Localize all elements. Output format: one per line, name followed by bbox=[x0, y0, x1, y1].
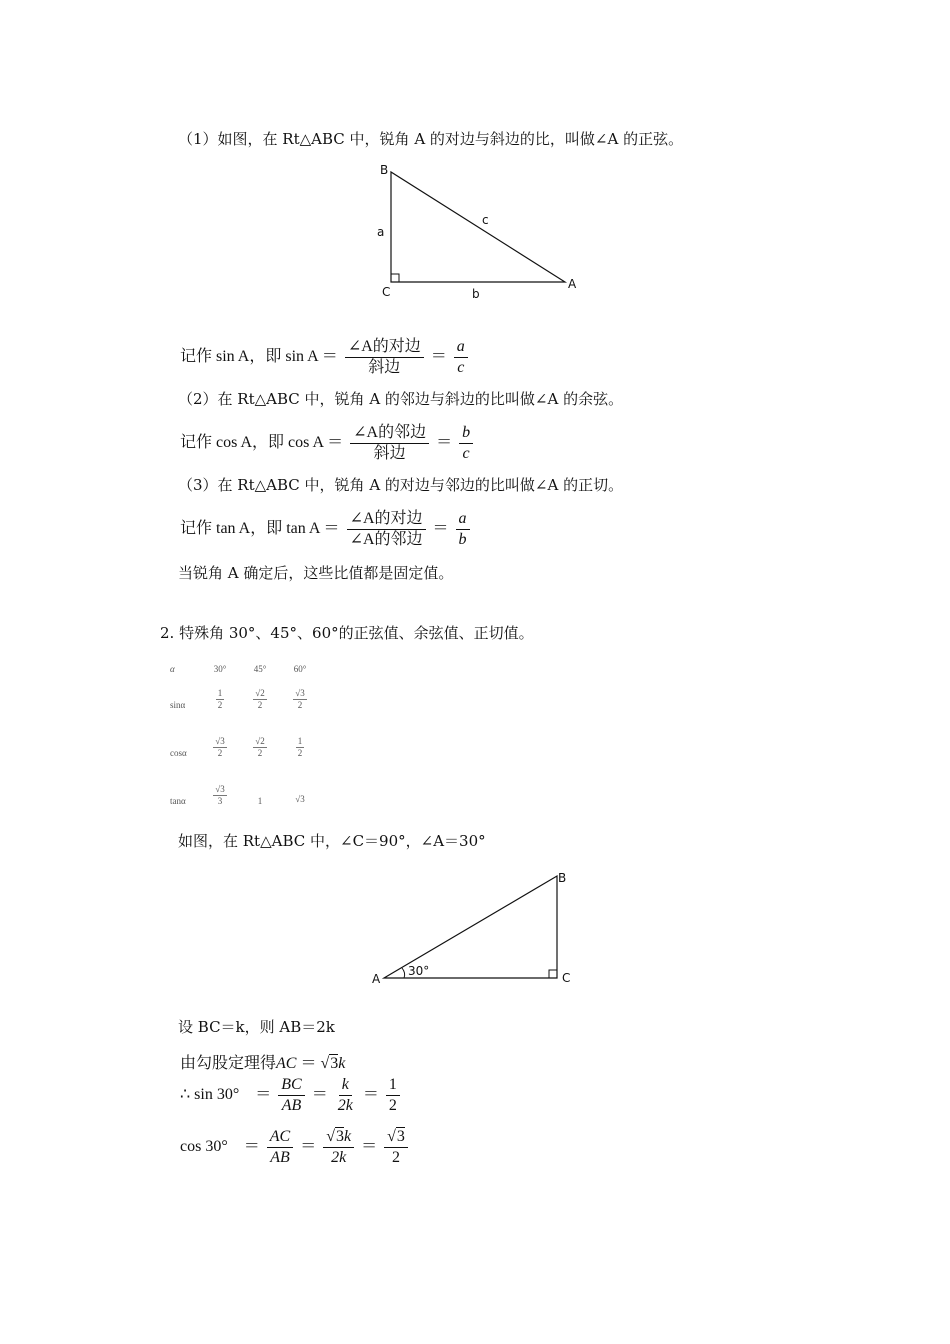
sine-formula-eq: ＝ bbox=[430, 347, 447, 365]
cosine-formula-prefix: 记作 cos A，即 cos A ＝ bbox=[180, 433, 344, 451]
pythag-k: k bbox=[338, 1055, 346, 1072]
vertex-a-label: A bbox=[568, 277, 577, 291]
sin30-f2-den: 2k bbox=[337, 1096, 353, 1114]
cos30-f2-den: 2k bbox=[331, 1148, 347, 1166]
cos30-f2-num: √3k bbox=[323, 1128, 354, 1148]
angle-30-label: 30° bbox=[408, 964, 430, 978]
cos30-f3-num: √3 bbox=[384, 1128, 408, 1148]
triangle-shape bbox=[391, 172, 565, 282]
sin30-f1-num: BC bbox=[278, 1076, 304, 1096]
sin30-f1-den: AB bbox=[281, 1096, 302, 1114]
sine-ratio-numerator: a bbox=[454, 338, 468, 358]
cos30-f1-den: AB bbox=[270, 1148, 290, 1166]
sin30-f2-num: k bbox=[339, 1076, 352, 1096]
cosine-ratio-numerator: b bbox=[459, 424, 473, 444]
cos30-calculation: cos 30° ＝ $\frac{AC}{AB}$ ＝ $\frac{√3k}{2k}$ ＝ $\frac{√3}{2}$ bbox=[180, 1128, 411, 1166]
table-sin-30: $\frac{1}{2}$ bbox=[217, 688, 223, 710]
pythag-prefix: 由勾股定理得 bbox=[180, 1055, 277, 1072]
tangent-ratio-denominator: b bbox=[458, 530, 467, 548]
special-angles-table bbox=[170, 660, 330, 825]
triangle-shape-2 bbox=[384, 876, 557, 978]
cos30-f1-num: AC bbox=[267, 1128, 293, 1148]
sin30-f3-num: 1 bbox=[386, 1076, 400, 1096]
table-header-alpha: α bbox=[170, 664, 175, 674]
table-header-60: 60° bbox=[293, 664, 307, 674]
conclusion-text: 当锐角 A 确定后，这些比值都是固定值。 bbox=[178, 564, 454, 582]
table-row-sin-label: sinα bbox=[170, 700, 186, 710]
tangent-formula-denominator: ∠A的邻边 bbox=[349, 530, 423, 548]
let-bc-text: 设 BC＝k，则 AB＝2k bbox=[178, 1018, 335, 1036]
table-cos-45: $\frac{√2}{2}$ bbox=[255, 736, 265, 758]
example-intro-text: 如图，在 Rt△ABC 中，∠C＝90°，∠A＝30° bbox=[178, 832, 486, 850]
cosine-formula-numerator: ∠A的邻边 bbox=[350, 424, 429, 444]
sine-formula-denominator: 斜边 bbox=[368, 358, 401, 376]
side-b-label: b bbox=[472, 287, 480, 301]
sin30-f3-den: 2 bbox=[388, 1096, 397, 1114]
sine-formula-prefix: 记作 sin A，即 sin A ＝ bbox=[180, 347, 338, 365]
definition-tangent-text: （3）在 Rt△ABC 中，锐角 A 的对边与邻边的比叫做∠A 的正切。 bbox=[178, 476, 624, 494]
tangent-ratio-numerator: a bbox=[456, 510, 470, 530]
table-row-cos-label: cosα bbox=[170, 748, 187, 758]
vertex-b-label-2: B bbox=[558, 871, 567, 885]
cosine-formula-denominator: 斜边 bbox=[373, 444, 406, 462]
pythagorean-line bbox=[180, 1050, 345, 1073]
right-triangle-diagram-1 bbox=[370, 158, 590, 308]
table-tan-60: √3 bbox=[295, 794, 305, 804]
table-tan-30: $\frac{√3}{3}$ bbox=[215, 784, 225, 806]
side-c-label: c bbox=[482, 213, 489, 227]
table-sin-45: $\frac{√2}{2}$ bbox=[255, 688, 265, 710]
sin30-prefix: ∴ sin 30° bbox=[180, 1085, 240, 1103]
table-tan-45: 1 bbox=[257, 796, 263, 806]
section-2-heading: 2. 特殊角 30°、45°、60°的正弦值、余弦值、正切值。 bbox=[160, 624, 534, 642]
table-row-tan-label: tanα bbox=[170, 796, 186, 806]
right-triangle-diagram-2 bbox=[362, 862, 582, 992]
sqrt-3: √3 bbox=[320, 1055, 339, 1072]
table-header-30: 30° bbox=[213, 664, 227, 674]
side-a-label: a bbox=[377, 225, 385, 239]
sine-formula bbox=[180, 338, 471, 376]
tangent-formula-numerator: ∠A的对边 bbox=[347, 510, 426, 530]
table-cos-30: $\frac{√3}{2}$ bbox=[215, 736, 225, 758]
vertex-a-label-2: A bbox=[372, 972, 381, 986]
sin30-calculation: ∴ sin 30° ＝ $\frac{BC}{AB}$ ＝ $\frac{k}{2k}$ ＝ $\frac{1}{2}$ bbox=[180, 1076, 403, 1114]
right-angle-mark bbox=[391, 274, 399, 282]
definition-cosine-text: （2）在 Rt△ABC 中，锐角 A 的邻边与斜边的比叫做∠A 的余弦。 bbox=[178, 390, 624, 408]
tangent-formula-eq: ＝ bbox=[432, 519, 449, 537]
cos30-f3-den: 2 bbox=[392, 1148, 401, 1166]
table-sin-60: $\frac{√3}{2}$ bbox=[295, 688, 305, 710]
table-header-45: 45° bbox=[253, 664, 267, 674]
vertex-b-label: B bbox=[380, 163, 389, 177]
angle-arc bbox=[402, 968, 405, 978]
tangent-formula-prefix: 记作 tan A，即 tan A ＝ bbox=[180, 519, 340, 537]
sine-ratio-denominator: c bbox=[457, 358, 465, 376]
table-cos-60: $\frac{1}{2}$ bbox=[297, 736, 303, 758]
definition-sine-text: （1）如图，在 Rt△ABC 中，锐角 A 的对边与斜边的比，叫做∠A 的正弦。 bbox=[178, 130, 684, 148]
cos30-prefix: cos 30° bbox=[180, 1137, 228, 1155]
tangent-formula bbox=[180, 510, 473, 548]
cosine-formula bbox=[180, 424, 476, 462]
sine-formula-numerator: ∠A的对边 bbox=[345, 338, 424, 358]
vertex-c-label-2: C bbox=[562, 971, 571, 985]
pythag-lhs: AC bbox=[276, 1055, 297, 1072]
cosine-ratio-denominator: c bbox=[462, 444, 470, 462]
vertex-c-label: C bbox=[382, 285, 391, 299]
cosine-formula-eq: ＝ bbox=[436, 433, 453, 451]
right-angle-mark-2 bbox=[549, 970, 557, 978]
pythag-eq: ＝ bbox=[300, 1055, 317, 1072]
